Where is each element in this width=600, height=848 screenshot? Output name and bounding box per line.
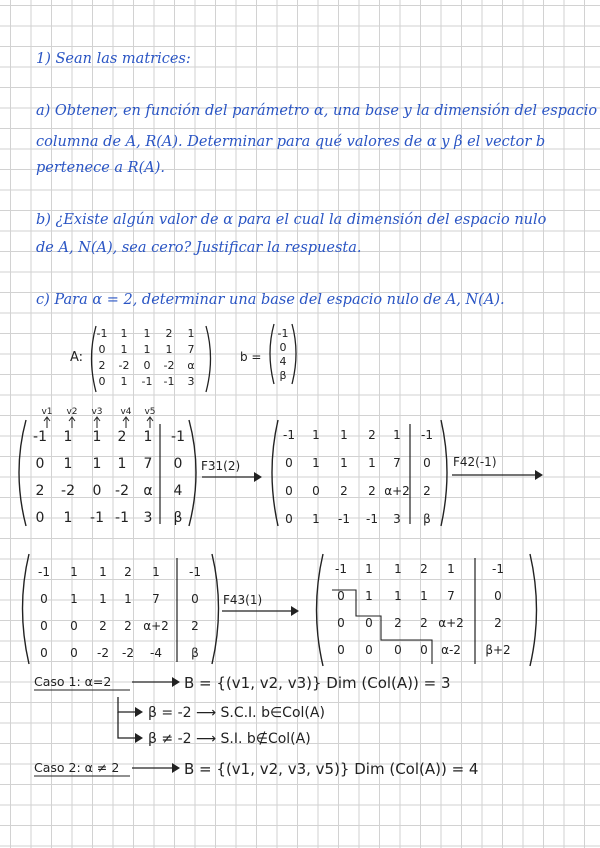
a-matrix-entry: -1 [141,375,153,388]
augmented-entry: 0 [173,456,183,472]
matrix-entry: -2 [115,483,129,499]
matrix-entry: -1 [338,512,350,526]
a-matrix-entry: 1 [120,343,128,356]
matrix-entry: 1 [340,456,348,470]
case-2-result: B = {(v1, v2, v3, v5)} Dim (Col(A)) = 4 [184,760,479,778]
m2-left-bracket [272,420,278,526]
a-matrix-entry: 1 [143,343,151,356]
matrix-entry: α+2 [384,484,410,498]
sub-2-arrow-head [135,733,143,743]
augmented-entry: -1 [492,562,504,576]
arrow-3-head [291,606,299,616]
matrix-entry: α+2 [438,616,464,630]
matrix-entry: 1 [340,428,348,442]
a-matrix-entry: 3 [187,375,195,388]
matrix-entry: -1 [33,429,47,445]
matrix-entry: 0 [285,512,293,526]
op-f31: F31(2) [201,459,241,473]
matrix-entry: 3 [143,510,153,526]
matrix-entry: 1 [152,565,160,579]
sub-case-1: β = -2 ⟶ S.C.I. b∈Col(A) [148,705,325,721]
matrix-entry: -4 [150,646,162,660]
matrix-entry: 2 [35,483,45,499]
part-a-line-1: a) Obtener, en función del parámetro α, una base y la dimensión del espacio [36,103,598,119]
matrix-entry: 0 [285,456,293,470]
matrix-entry: -1 [38,565,50,579]
a-matrix-label: A: [70,350,84,365]
matrix-entry: 1 [99,565,107,579]
matrix-entry: 0 [35,456,45,472]
reduction-matrix-2 [272,420,447,526]
augmented-entry: 2 [494,616,502,630]
matrix-entry: -2 [61,483,75,499]
sub-case-2: β ≠ -2 ⟶ S.I. b∉Col(A) [148,731,311,747]
augmented-entry: 0 [423,456,431,470]
a-matrix-entry: 2 [165,327,173,340]
matrix-entry: 2 [420,562,428,576]
vector-label: v1 [41,407,53,417]
m1-right-bracket [189,420,196,526]
a-matrix-entry: 1 [187,327,195,340]
matrix-entry: 1 [63,456,73,472]
a-left-bracket [92,326,97,392]
augmented-entry: β [191,646,199,660]
op-f42: F42(-1) [453,455,497,469]
case-1 [34,674,451,747]
augmented-entry: 2 [191,619,199,633]
up-arrow-icon [94,417,100,428]
matrix-entry: α-2 [441,643,461,657]
m4-entries [335,562,511,657]
matrix-entry: 2 [420,616,428,630]
m3-right-bracket [212,554,219,664]
vector-label: v5 [144,407,156,417]
part-b-line-2: de A, N(A), sea cero? Justificar la respuesta. [36,240,362,256]
m1-left-bracket [19,420,26,526]
matrix-entry: α+2 [143,619,169,633]
matrix-entry: -2 [97,646,109,660]
matrix-entry: 2 [394,616,402,630]
sub-1-arrow-head [135,707,143,717]
matrix-entry: 1 [63,429,73,445]
up-arrow-icon [69,417,75,428]
reduction-matrix-4 [317,554,537,666]
part-a-line-2: columna de A, R(A). Determinar para qué valores de α y β el vector b [36,134,546,150]
a-matrix-entry: 0 [98,375,106,388]
a-matrix-entry: -2 [163,359,175,372]
a-matrix-entry: α [187,359,195,372]
matrix-entry: 1 [92,456,102,472]
a-matrix-entry: 1 [120,375,128,388]
case-1-result: B = {(v1, v2, v3)} Dim (Col(A)) = 3 [184,674,451,692]
matrix-entry: 7 [393,456,401,470]
matrix-entry: 0 [70,619,78,633]
matrix-entry: α [143,483,153,499]
a-matrix-entries [97,327,195,388]
matrix-entry: 0 [394,643,402,657]
op-f43: F43(1) [223,593,263,607]
a-matrix-entry: 7 [187,343,195,356]
matrix-entry: 1 [420,589,428,603]
case-2-label: Caso 2: α ≠ 2 [34,760,120,775]
matrix-entry: 0 [92,483,102,499]
up-arrow-icon [44,417,50,428]
matrix-entry: 0 [337,589,345,603]
b-left-bracket [270,324,274,384]
b-vector-label: b = [240,350,262,364]
matrix-entry: 1 [312,456,320,470]
b-vector-entry: 0 [279,341,287,354]
matrix-entry: -1 [115,510,129,526]
augmented-entry: 0 [191,592,199,606]
matrix-entry: 1 [143,429,153,445]
matrix-entry: 0 [70,646,78,660]
case-2-arrow-head [172,763,180,773]
a-matrix-entry: 1 [143,327,151,340]
matrix-entry: -1 [90,510,104,526]
case-1-label: Caso 1: α=2 [34,674,112,689]
matrix-entry: -1 [335,562,347,576]
m4-left-bracket [317,554,324,666]
matrix-entry: 0 [40,619,48,633]
matrix-entry: 1 [92,429,102,445]
matrix-entry: 1 [70,565,78,579]
a-matrix-entry: 0 [143,359,151,372]
matrix-entry: 1 [365,589,373,603]
arrow-1-head [254,472,262,482]
m3-left-bracket [23,554,30,664]
augmented-entry: β+2 [485,643,511,657]
a-matrix-entry: -1 [96,327,108,340]
up-arrow-icon [147,417,153,428]
matrix-entry: 0 [40,646,48,660]
reduction-matrix-3 [23,554,219,664]
matrix-entry: 1 [447,562,455,576]
part-a-line-3: pertenece a R(A). [36,160,165,176]
matrix-entry: 0 [337,616,345,630]
matrix-entry: 1 [99,592,107,606]
matrix-entry: 0 [312,484,320,498]
matrix-entry: 0 [285,484,293,498]
augmented-entry: 2 [423,484,431,498]
vector-label: v4 [120,407,132,417]
matrix-entry: 1 [365,562,373,576]
matrix-entry: 1 [124,592,132,606]
a-matrix-entry: 1 [120,327,128,340]
b-vector-entry: β [279,369,287,382]
b-vector-entry: 4 [279,355,287,368]
problem-heading: 1) Sean las matrices: [36,51,191,67]
augmented-entry: 4 [173,483,183,499]
matrix-entry: 2 [124,565,132,579]
case-2 [34,760,478,778]
a-matrix-entry: 2 [98,359,106,372]
matrix-entry: 2 [340,484,348,498]
matrix-entry: 0 [35,510,45,526]
augmented-entry: β [423,512,431,526]
matrix-entry: 1 [368,456,376,470]
matrix-entry: 0 [337,643,345,657]
matrix-entry: 1 [312,428,320,442]
part-c-line-1: c) Para α = 2, determinar una base del espacio nulo de A, N(A). [36,292,505,308]
b-right-bracket [292,324,296,384]
m4-staircase [332,590,432,664]
matrix-entry: 1 [117,456,127,472]
matrix-entry: 2 [124,619,132,633]
part-b-line-1: b) ¿Existe algún valor de α para el cual la dimensión del espacio nulo [36,212,547,228]
matrix-entry: 7 [447,589,455,603]
b-vector-entry: -1 [277,327,289,340]
augmented-entry: -1 [171,429,185,445]
matrix-entry: 2 [368,428,376,442]
matrix-entry: 1 [394,562,402,576]
vector-labels [41,407,155,428]
matrix-entry: -2 [122,646,134,660]
matrix-entry: 0 [40,592,48,606]
matrix-entry: 1 [394,589,402,603]
matrix-entry: 0 [365,643,373,657]
up-arrow-icon [123,417,129,428]
matrix-entry: 2 [99,619,107,633]
reduction-matrix-1 [19,420,196,526]
m4-right-bracket [530,554,537,666]
m1-entries [33,429,185,526]
augmented-entry: 0 [494,589,502,603]
matrix-entry: 2 [117,429,127,445]
matrix-entry: -1 [366,512,378,526]
matrix-entry: 7 [143,456,153,472]
arrow-2-head [535,470,543,480]
matrix-entry: -1 [283,428,295,442]
augmented-entry: -1 [421,428,433,442]
matrix-entry: 0 [365,616,373,630]
a-matrix-entry: -2 [118,359,130,372]
case-1-arrow-head [172,677,180,687]
a-matrix-entry: 0 [98,343,106,356]
m2-right-bracket [441,420,447,526]
a-right-bracket [206,326,211,392]
matrix-entry: 1 [63,510,73,526]
matrix-entry: 7 [152,592,160,606]
b-vector-entries [278,327,289,382]
matrix-entry: 0 [420,643,428,657]
matrix-entry: 1 [393,428,401,442]
matrix-entry: 2 [368,484,376,498]
augmented-entry: β [173,510,183,526]
augmented-entry: -1 [189,565,201,579]
a-matrix-entry: -1 [163,375,175,388]
vector-label: v3 [91,407,103,417]
matrix-entry: 3 [393,512,401,526]
matrix-entry: 1 [70,592,78,606]
a-matrix-entry: 1 [165,343,173,356]
definitions [70,324,296,392]
matrix-entry: 1 [312,512,320,526]
vector-label: v2 [66,407,78,417]
